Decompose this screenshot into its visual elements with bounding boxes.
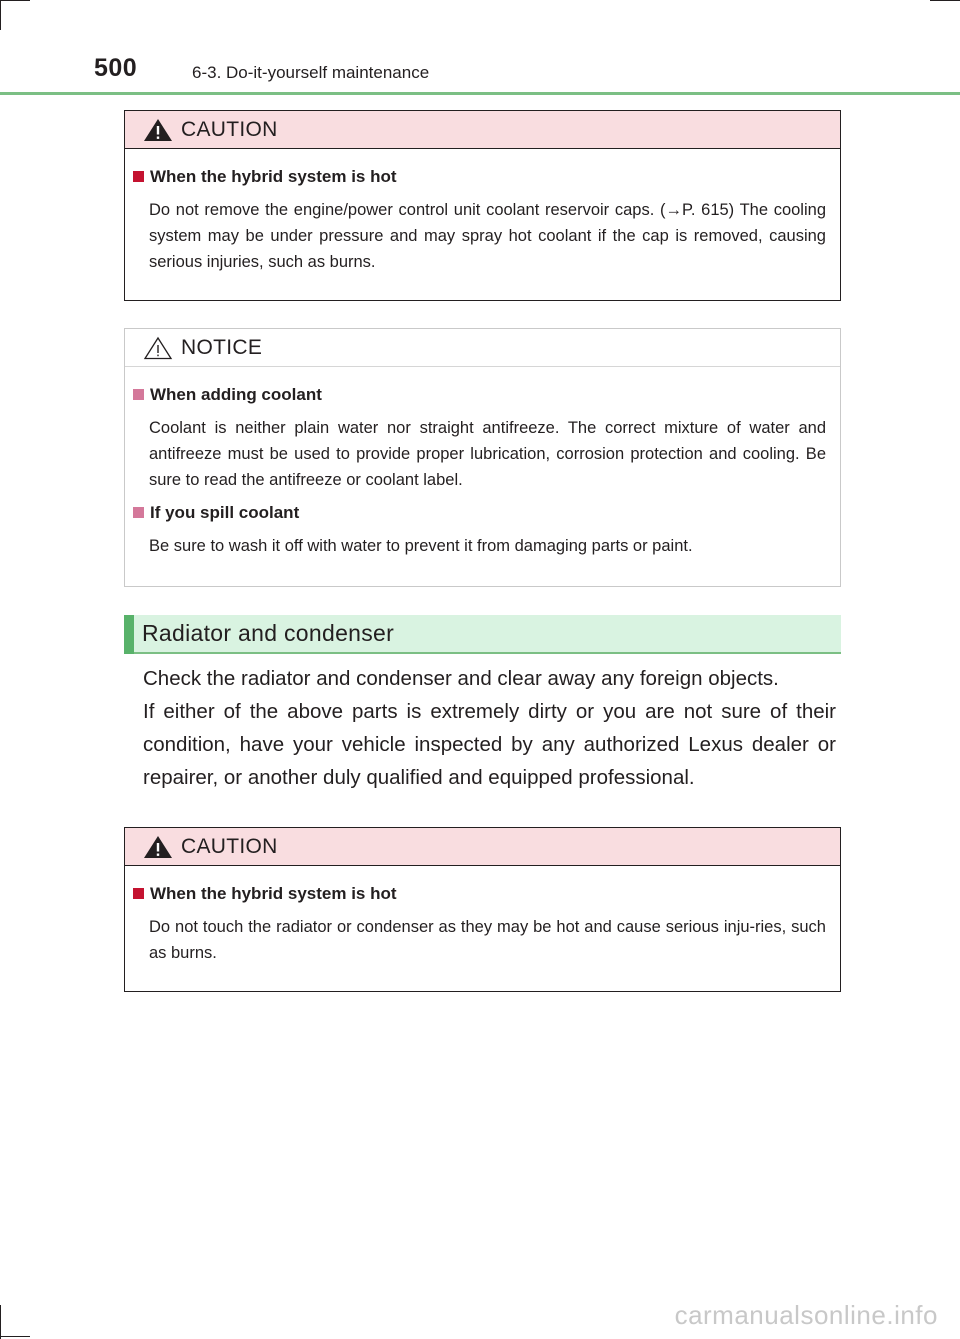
header-rule [0, 92, 960, 95]
section-accent [124, 615, 134, 654]
caution-box [124, 110, 841, 301]
caution-text: Do not remove the engine/power control unit coolant reservoir caps. (→P. 615) The cooling system may be under pressure and may spray hot coolant if the cap is removed, causing serious injuries, such as burns. [149, 201, 826, 271]
crop-mark-tl-v [0, 0, 1, 30]
bullet-square-icon [133, 507, 144, 518]
notice-text: Be sure to wash it off with water to prevent it from damaging parts or paint. [149, 537, 693, 555]
section-title: Radiator and condenser [142, 620, 395, 646]
caution-header [125, 111, 840, 149]
body-paragraph: Check the radiator and condenser and clear away any foreign objects. [143, 667, 779, 690]
caution-subheading: When the hybrid system is hot [133, 884, 840, 904]
warning-icon [143, 835, 173, 859]
caution-box [124, 827, 841, 992]
bullet-square-icon [133, 888, 144, 899]
page-number: 500 [94, 54, 138, 82]
section-heading: 6-3. Do-it-yourself maintenance [192, 63, 430, 82]
caution-header [125, 828, 840, 866]
caution-text: Do not touch the radiator or condenser as they may be hot and cause serious inju-ries, such as burns. [149, 918, 826, 962]
notice-subheading: If you spill coolant [133, 503, 840, 523]
crop-mark-bl-h [0, 1336, 30, 1337]
bullet-square-icon [133, 389, 144, 400]
crop-mark-bl-v [0, 1305, 1, 1339]
section-body [143, 662, 836, 794]
section-title-bar [124, 615, 841, 654]
notice-subheading: When adding coolant [133, 385, 840, 405]
warning-icon [143, 118, 173, 142]
crop-mark-tl-h [0, 0, 30, 1]
notice-title: NOTICE [181, 336, 263, 359]
warning-outline-icon [143, 336, 173, 360]
watermark: carmanualsonline.info [674, 1300, 938, 1330]
notice-header [125, 329, 840, 367]
bullet-square-icon [133, 171, 144, 182]
notice-text: Coolant is neither plain water nor straight antifreeze. The correct mixture of water and antifreeze must be used to provide proper lubrication, corrosion protection and cooling. Be sure to read the antifreeze or coolant label. [149, 419, 826, 489]
caution-subheading: When the hybrid system is hot [133, 167, 840, 187]
caution-title: CAUTION [181, 118, 278, 141]
notice-box [124, 328, 841, 587]
caution-title: CAUTION [181, 835, 278, 858]
crop-mark-tr-h [930, 0, 960, 1]
body-paragraph: If either of the above parts is extremely dirty or you are not sure of their condition, have your vehicle inspected by any authorized Lexus dealer or repairer, or another duly qualified and equipped professional. [143, 700, 836, 789]
